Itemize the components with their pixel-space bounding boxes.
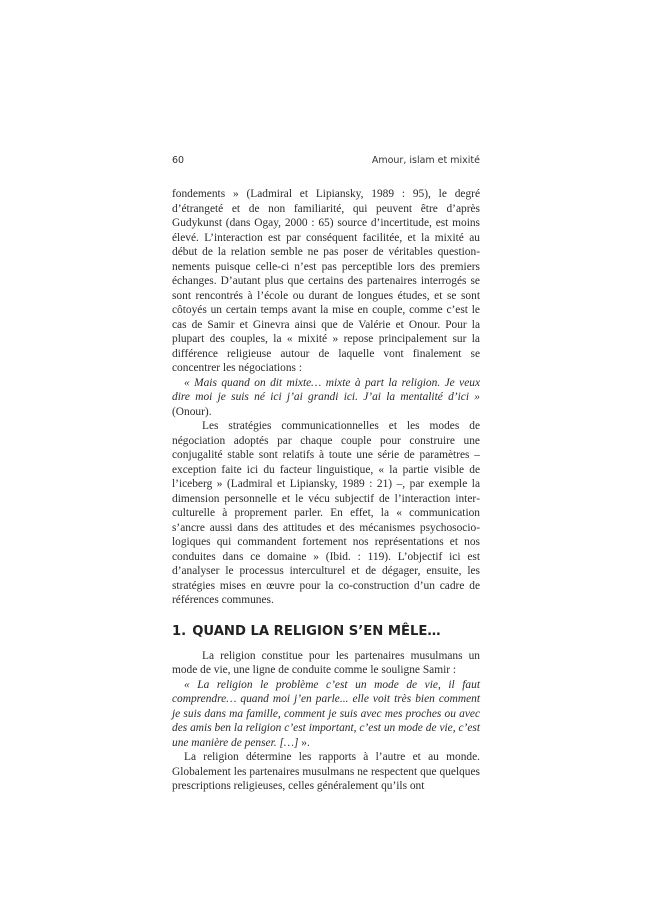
section-number: 1. xyxy=(172,623,187,639)
quote-end: ». xyxy=(298,736,310,749)
quote-citation: (Onour). xyxy=(172,405,212,418)
block-quote xyxy=(172,678,480,751)
paragraph: La religion détermine les rapports à l’autre et au monde. Globalement les partenaires musulmans ne respectent que quelques prescriptions religieuses, celles généralement qu’ils ont xyxy=(172,751,480,792)
paragraph: La religion constitue pour les partenaires musulmans un mode de vie, une ligne de conduite comme le souligne Samir : xyxy=(172,649,480,676)
running-head xyxy=(172,154,480,168)
section-title: QUAND LA RELIGION S’EN MÊLE… xyxy=(192,623,441,639)
book-page xyxy=(172,154,480,794)
paragraph: Les stratégies communicationnelles et les modes de négociation adoptés par chaque couple pour construire une conjugalité stable sont relatifs à toute une série de paramètres – exception faite ici du facteur linguistique, « la partie visible de l’iceberg » (Ladmiral et Lipiansky, 1989 : 21) –, par exemple la dimension personnelle et le vécu subjectif de l’interaction interculturelle à proprement parler. En effet, la « communication s’ancre aussi dans des attitudes et des mécanismes psychosociologiques qui commandent fortement nos représentations et nos conduites dans ce domaine » (Ibid. : 119). L’objectif ici est d’analyser le processus interculturel et de dégager, ensuite, les stratégies mises en œuvre pour la co-construction d’un cadre de références communes. xyxy=(172,420,480,606)
quote-text: « Mais quand on dit mixte… mixte à part la religion. Je veux dire moi je suis né ici j’ai grandi ici. J’ai la mentalité d’ici » xyxy=(172,376,480,403)
quote-text: « La religion le problème c’est un mode de vie, il faut comprendre… quand moi j’en parle... elle voit très bien comment je suis dans ma famille, comment je suis avec mes proches ou avec des amis ben la religion c’est important, c’est un mode de vie, c’est une manière de penser. […] xyxy=(172,678,480,749)
running-title: Amour, islam et mixité xyxy=(371,155,480,166)
page-number: 60 xyxy=(172,155,185,166)
body-text xyxy=(172,187,480,794)
paragraph: fondements » (Ladmiral et Lipiansky, 1989 : 95), le degré d’étrangeté et de non familiarité, qui peuvent être d’après Gudykunst (dans Ogay, 2000 : 65) source d’incertitude, est moins élevé. L’interaction est par conséquent facilitée, et la mixité au début de la relation semble ne pas poser de véritables questionnements puisque celle-ci n’est pas perceptible lors des premiers échanges. D’autant plus que certains des partenaires interrogés se sont rencontrés à l’école ou durant de longues études, et se sont côtoyés un certain temps avant la mise en couple, comme c’est le cas de Samir et Ginevra ainsi que de Valérie et Onour. Pour la plupart des couples, la « mixité » repose principalement sur la différence religieuse autour de laquelle vont finalement se concentrer les négociations : xyxy=(172,188,480,374)
block-quote xyxy=(172,376,480,420)
section-heading xyxy=(172,624,480,640)
